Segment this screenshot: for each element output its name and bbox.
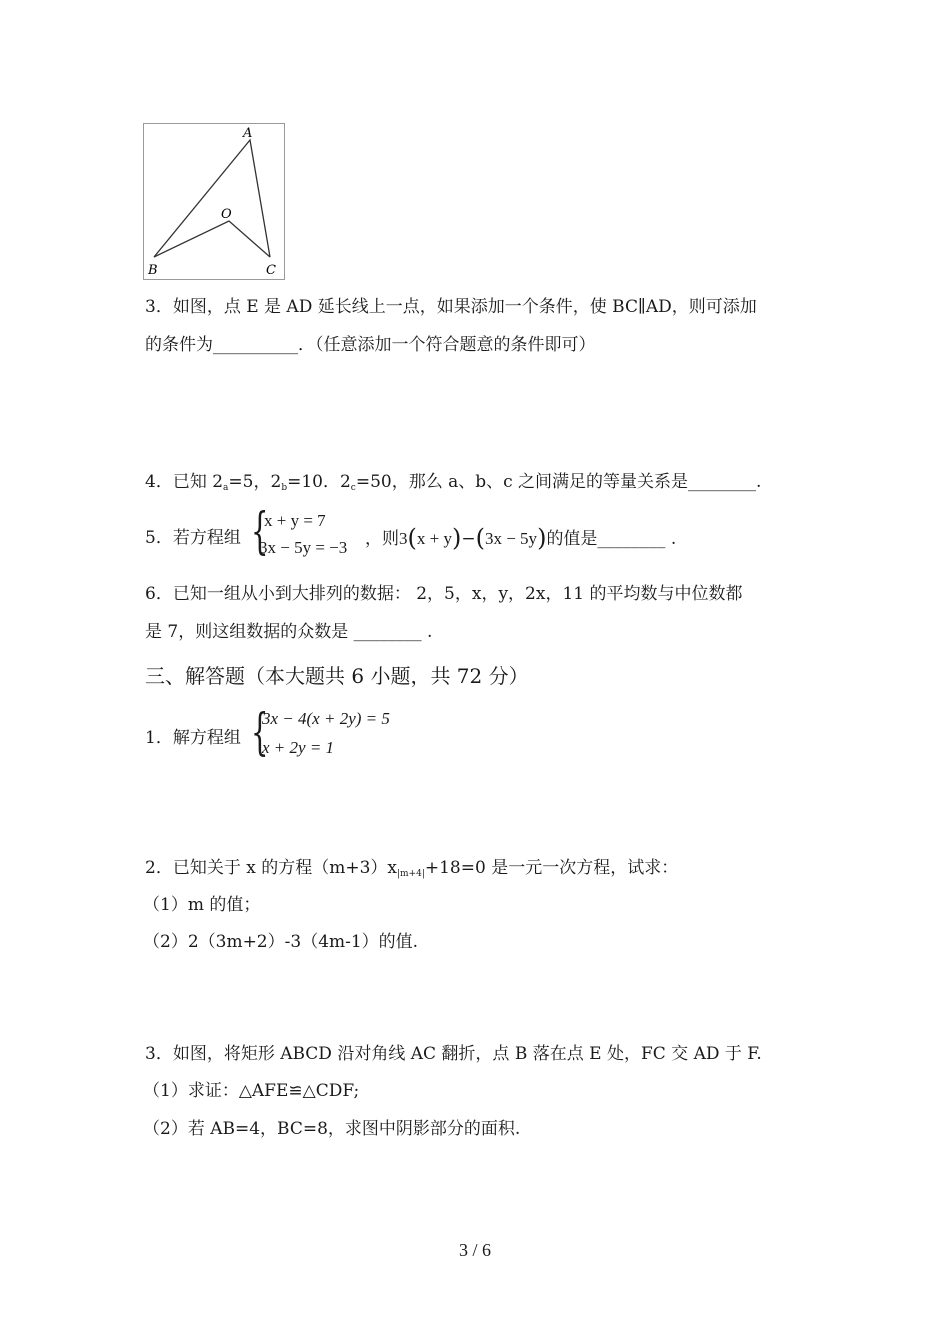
label-c: C [266,263,276,278]
label-o: O [221,207,232,222]
q6-fill-line2: 是 7，则这组数据的众数是 ________ . [145,622,433,642]
section3-title: 三、解答题（本大题共 6 小题，共 72 分） [145,664,529,688]
q4-part3: =10．2 [287,472,351,492]
q5-eq1: x + y = 7 [264,511,326,530]
q5-expr-a: x + y [416,529,452,548]
q4-exp-c: c [350,483,356,493]
p1-brace: { [251,703,269,761]
page-number: 3 / 6 [458,1240,491,1260]
p1-eq2: x + 2y = 1 [262,738,335,757]
q4-part4: =50，那么 a、b、c 之间满足的等量关系是________. [355,472,762,492]
q5-eq2: 3x − 5y = −3 [259,538,348,557]
q5-suffix: 的值是________ . [546,529,677,549]
q5-prefix: 5．若方程组 [145,528,241,548]
p3-sub1: （1）求证：△AFE≌△CDF; [143,1081,360,1101]
q4-exp-a: a [223,483,229,493]
q5-expression: ，则3(x + y)−(3x − 5y)的值是________ . [365,524,677,552]
q5-coef: 3 [399,529,408,548]
p3-sub2: （2）若 AB=4，BC=8，求图中阴影部分的面积. [143,1119,521,1139]
triangle-figure [143,123,285,280]
p3-line1: 3．如图，将矩形 ABCD 沿对角线 AC 翻折，点 B 落在点 E 处，FC 交 AD 于 F. [145,1044,762,1064]
q4-exp-b: b [281,483,288,493]
label-b: B [148,263,158,278]
q5-brace: { [251,502,269,560]
p2-line1-b: +18=0 是一元一次方程，试求： [424,858,679,878]
triangle-sides [154,140,270,257]
q3-fill-line1: 3．如图，点 E 是 AD 延长线上一点，如果添加一个条件，使 BC∥AD，则可添加 [145,297,757,317]
triangle-diagram [144,124,284,279]
p2-exponent: |m+4| [396,869,425,879]
q4-fill [145,470,761,500]
interior-segments [154,221,270,257]
p1-eq1: 3x − 4(x + 2y) = 5 [262,709,390,728]
q5-minus: − [461,529,476,549]
p2-sub2: （2）2（3m+2）-3（4m-1）的值. [143,932,419,952]
q5-then: ，则 [365,529,399,549]
q4-part1: 4．已知 2 [145,472,224,492]
q3-fill-line2: 的条件为__________．（任意添加一个符合题意的条件即可） [145,335,596,355]
p2-line1-a: 2．已知关于 x 的方程（m+3）x [145,858,397,878]
q4-part2: =5，2 [228,472,282,492]
p2-sub1: （1）m 的值； [143,895,261,915]
p1-prefix: 1．解方程组 [145,728,241,748]
q5-expr-b: 3x − 5y [484,529,538,548]
p2-line1 [145,856,678,886]
label-a: A [243,126,253,141]
q6-fill-line1: 6．已知一组从小到大排列的数据： 2，5，x，y，2x，11 的平均数与中位数都 [145,584,743,604]
